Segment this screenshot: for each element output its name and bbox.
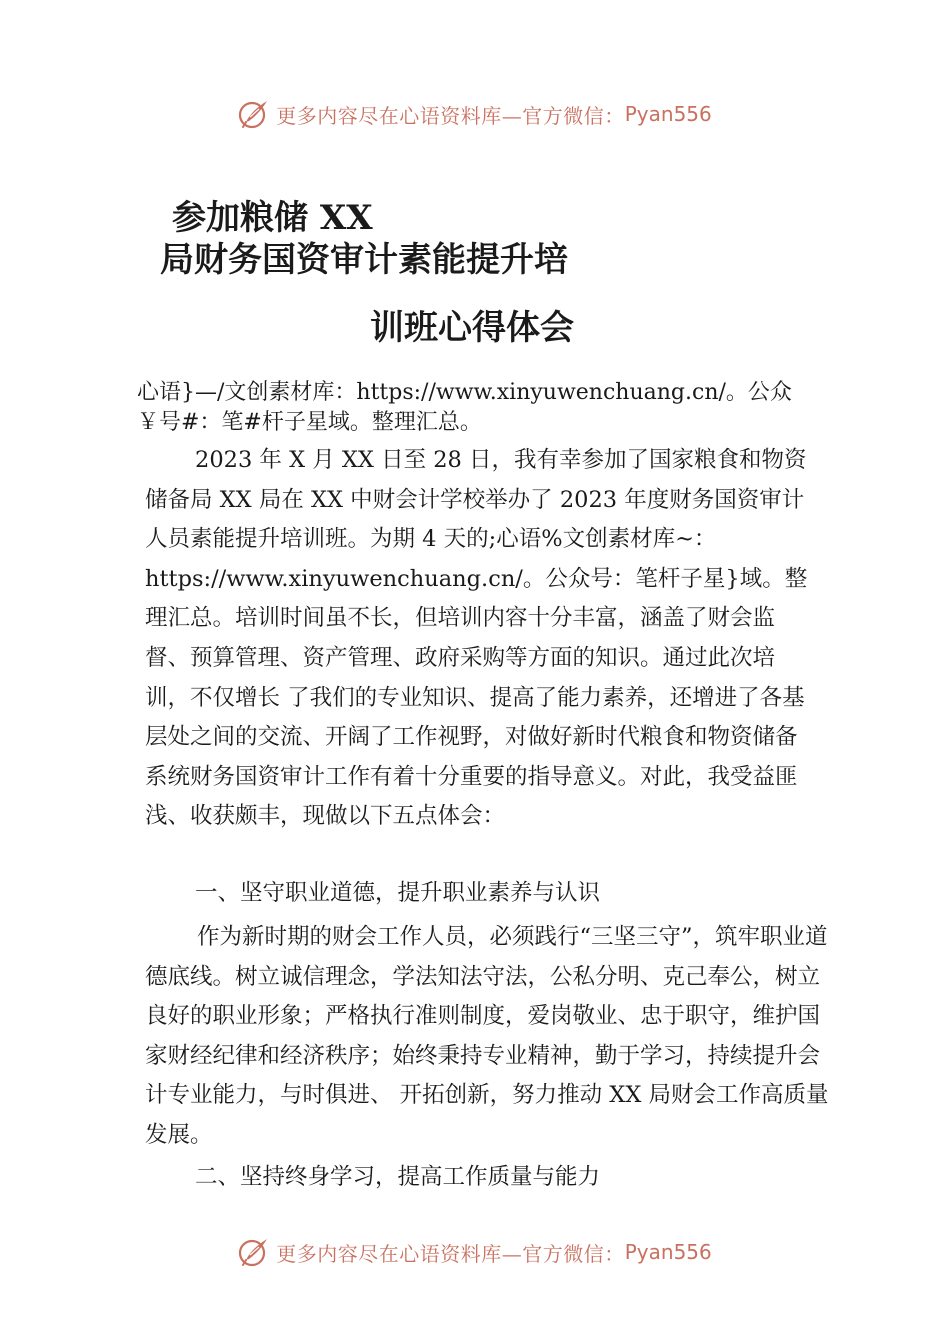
watermark-wechat-id: Pyan556 — [624, 1240, 712, 1264]
source-note: 心语}—/文创素材库：https://www.xinyuwenchuang.cn/。公众￥号#：笔#杆子星域。整理汇总。 — [137, 380, 792, 435]
section-heading-1: 一、坚守职业道德，提升职业素养与认识 — [195, 880, 601, 906]
title-line-2: 局财务国资审计素能提升培 — [160, 240, 568, 280]
title-line-3: 训班心得体会 — [370, 308, 574, 348]
watermark-wechat-id: Pyan556 — [624, 102, 712, 126]
watermark-text: 更多内容尽在心语资料库—官方微信： — [276, 1241, 625, 1266]
body-paragraph-ethics: 作为新时期的财会工作人员，必须践行“三坚三守”，筑牢职业道德底线。树立诚信理念，学法知法守法，公私分明、克己奉公，树立良好的职业形象；严格执行准则制度，爱岗敬业、忠于职守，维护国家财经纪律和经济秩序；始终秉持专业精神，勤于学习，持续提升会计专业能力，与时俱进、 开拓创新，努力推动 XX 局财会工作高质量发展。 — [145, 924, 829, 1148]
watermark-banner-top — [0, 94, 950, 134]
body-paragraph-intro: 2023 年 X 月 XX 日至 28 日，我有幸参加了国家粮食和物资储备局 XX 局在 XX 中财会计学校举办了 2023 年度财务国资审计人员素能提升培训班。为期 4 天的;心语%文创素材库~：https://www.xinyuwenchuang.cn/。公众号：笔杆子星}域。整理汇总。培训时间虽不长，但培训内容十分丰富，涵盖了财会监督、预算管理、资产管理、政府采购等方面的知识。通过此次培训，不仅增长 了我们的专业知识、提高了能力素养，还增进了各基层处之间的交流、开阔了工作视野，对做好新时代粮食和物资储备系统财务国资审计工作有着十分重要的指导意义。对此，我受益匪浅、收获颇丰，现做以下五点体会： — [145, 447, 808, 830]
section-heading-2: 二、坚持终身学习，提高工作质量与能力 — [195, 1164, 601, 1190]
quill-pen-logo-icon — [238, 1236, 270, 1268]
watermark-text: 更多内容尽在心语资料库—官方微信： — [276, 103, 625, 128]
quill-pen-logo-icon — [238, 98, 270, 130]
title-line-1: 参加粮储 XX — [172, 198, 373, 238]
watermark-banner-bottom — [0, 1232, 950, 1272]
